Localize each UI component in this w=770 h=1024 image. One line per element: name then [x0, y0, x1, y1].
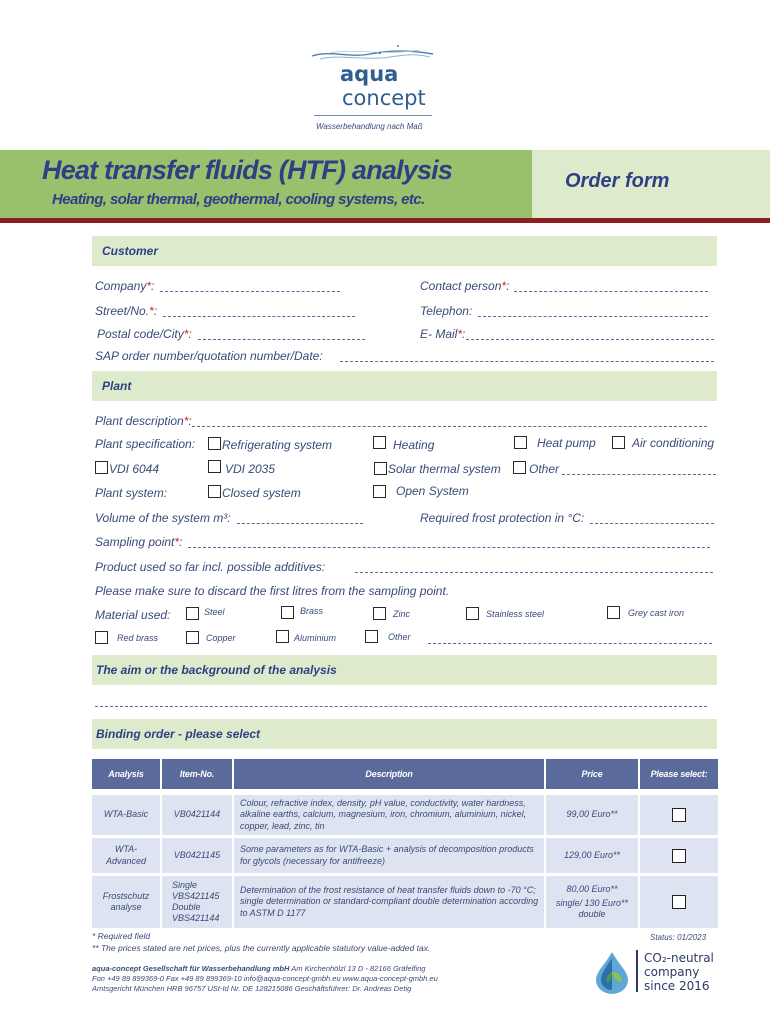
steel-label: Steel	[204, 607, 225, 617]
solar-thermal-label: Solar thermal system	[388, 462, 501, 476]
contact-person-label: Contact person*:	[420, 279, 510, 293]
volume-label: Volume of the system m³:	[95, 511, 231, 525]
select-frostschutz-checkbox[interactable]	[672, 895, 686, 909]
table-cell-analysis: WTA-Advanced	[92, 838, 160, 873]
street-label: Street/No.*:	[95, 304, 158, 318]
brass-label: Brass	[300, 606, 324, 616]
aluminium-checkbox[interactable]	[276, 630, 289, 643]
co2-badge-line3: since 2016	[644, 979, 710, 993]
contact-person-field[interactable]	[514, 291, 708, 292]
customer-section-header: Customer	[92, 236, 717, 266]
select-wta-basic-checkbox[interactable]	[672, 808, 686, 822]
plant-description-label: Plant description*:	[95, 414, 192, 428]
status-label: Status: 01/2023	[650, 933, 707, 942]
col-header-price: Price	[546, 759, 638, 789]
brass-checkbox[interactable]	[281, 606, 294, 619]
table-cell-description: Determination of the frost resistance of heat transfer fluids down to -70 °C; single determination or standard-compliant double determination according to ASTM D 1177	[234, 876, 544, 928]
grey-cast-iron-label: Grey cast iron	[628, 608, 685, 618]
other-material-checkbox[interactable]	[365, 630, 378, 643]
select-wta-advanced-checkbox[interactable]	[672, 849, 686, 863]
price-line-double: single/ 130 Euro** double	[555, 897, 629, 920]
table-cell-item-no: VB0421145	[162, 838, 232, 873]
table-cell-item-no: VB0421144	[162, 795, 232, 835]
plant-specification-label: Plant specification:	[95, 437, 196, 451]
table-cell-select	[640, 838, 718, 873]
steel-checkbox[interactable]	[186, 607, 199, 620]
red-brass-label: Red brass	[117, 633, 159, 643]
co2-divider	[636, 950, 638, 992]
refrigerating-label: Refrigerating system	[222, 438, 333, 452]
other-material-field[interactable]	[428, 643, 712, 644]
contact-line: Fon +49 89 899369-0 Fax +49 89 899369-10 info@aqua-concept-gmbh.eu www.aqua-concept-gmbh.eu	[92, 974, 438, 983]
closed-system-label: Closed system	[222, 486, 301, 500]
co2-badge-line2: company	[644, 965, 700, 979]
aim-field[interactable]	[95, 706, 707, 707]
prices-note: ** The prices stated are net prices, plus the currently applicable statutory value-added tax.	[92, 943, 431, 953]
copper-label: Copper	[206, 633, 236, 643]
required-field-note: * Required field	[92, 931, 151, 941]
company-line	[92, 964, 425, 973]
heat-pump-label: Heat pump	[537, 436, 596, 450]
sampling-point-field[interactable]	[188, 547, 710, 548]
col-header-item-no: Item-No.	[162, 759, 232, 789]
heating-label: Heating	[393, 438, 435, 452]
open-system-label: Open System	[396, 484, 469, 498]
frost-protection-label: Required frost protection in °C:	[420, 511, 585, 525]
grey-cast-iron-checkbox[interactable]	[607, 606, 620, 619]
plant-description-field[interactable]	[192, 426, 707, 427]
logo-text-concept: concept	[342, 86, 426, 110]
telephone-field[interactable]	[478, 316, 708, 317]
product-used-field[interactable]	[355, 572, 713, 573]
company-label: Company*:	[95, 279, 155, 293]
col-header-select: Please select:	[640, 759, 718, 789]
company-logo	[300, 38, 440, 138]
logo-divider	[314, 115, 432, 116]
stainless-steel-checkbox[interactable]	[466, 607, 479, 620]
table-cell-description: Some parameters as for WTA-Basic + analysis of decomposition products for glycols (necessary for antifreeze)	[234, 838, 544, 873]
email-field[interactable]	[466, 339, 714, 340]
aim-section-header: The aim or the background of the analysis	[92, 655, 717, 685]
refrigerating-checkbox[interactable]	[208, 437, 221, 450]
product-used-label: Product used so far incl. possible additives:	[95, 560, 326, 574]
col-header-description: Description	[234, 759, 544, 789]
red-brass-checkbox[interactable]	[95, 631, 108, 644]
page-subtitle: Heating, solar thermal, geothermal, cooling systems, etc.	[52, 191, 425, 208]
register-line: Amtsgericht München HRB 96757 USt-Id Nr. DE 128215086 Geschäftsführer: Dr. Andreas Detig	[92, 984, 412, 993]
order-form-label: Order form	[565, 170, 670, 192]
wave-icon	[310, 44, 435, 64]
closed-system-checkbox[interactable]	[208, 485, 221, 498]
zinc-label: Zinc	[393, 609, 411, 619]
other-plant-label: Other	[529, 462, 560, 476]
vdi6044-checkbox[interactable]	[95, 461, 108, 474]
air-conditioning-checkbox[interactable]	[612, 436, 625, 449]
logo-tagline: Wasserbehandlung nach Maß	[316, 122, 423, 131]
postal-city-label: Postal code/City*:	[97, 327, 192, 341]
telephone-label: Telephon:	[420, 304, 473, 318]
company-name: Gesellschaft für Wasserbehandlung mbH	[142, 964, 290, 973]
volume-field[interactable]	[237, 523, 363, 524]
aluminium-label: Aluminium	[294, 633, 337, 643]
open-system-checkbox[interactable]	[373, 485, 386, 498]
heating-checkbox[interactable]	[373, 436, 386, 449]
sap-order-field[interactable]	[340, 361, 714, 362]
table-cell-price	[546, 876, 638, 928]
heat-pump-checkbox[interactable]	[514, 436, 527, 449]
sampling-point-label: Sampling point*:	[95, 535, 183, 549]
other-material-label: Other	[388, 632, 411, 642]
banner-accent-line	[0, 218, 770, 223]
discard-note: Please make sure to discard the first litres from the sampling point.	[95, 584, 450, 598]
col-header-analysis: Analysis	[92, 759, 160, 789]
company-brand: aqua-concept	[92, 964, 141, 973]
company-field[interactable]	[160, 291, 340, 292]
sap-order-label: SAP order number/quotation number/Date:	[95, 349, 323, 363]
postal-city-field[interactable]	[198, 339, 365, 340]
price-line-single: 80,00 Euro**	[566, 883, 618, 894]
company-address: Am Kirchenhölzl 13 D - 82166 Gräfelfing	[291, 964, 426, 973]
water-drop-icon	[592, 950, 632, 994]
page-title: Heat transfer fluids (HTF) analysis	[42, 155, 453, 185]
other-plant-checkbox[interactable]	[513, 461, 526, 474]
table-cell-item-no: Single VBS421145 Double VBS421144	[162, 876, 232, 928]
copper-checkbox[interactable]	[186, 631, 199, 644]
air-conditioning-label: Air conditioning	[632, 436, 715, 450]
plant-system-label: Plant system:	[95, 486, 168, 500]
table-cell-analysis: Frostschutz analyse	[92, 876, 160, 928]
table-cell-price: 129,00 Euro**	[546, 838, 638, 873]
table-cell-price: 99,00 Euro**	[546, 795, 638, 835]
vdi2035-label: VDI 2035	[225, 462, 276, 476]
frost-protection-field[interactable]	[590, 523, 714, 524]
other-plant-field[interactable]	[562, 474, 716, 475]
binding-order-header: Binding order - please select	[92, 719, 717, 749]
vdi6044-label: VDI 6044	[109, 462, 160, 476]
material-used-label: Material used:	[95, 608, 171, 622]
table-cell-select	[640, 795, 718, 835]
co2-badge-line1: CO₂-neutral	[644, 951, 714, 965]
zinc-checkbox[interactable]	[373, 607, 386, 620]
table-cell-select	[640, 876, 718, 928]
table-cell-description: Colour, refractive index, density, pH value, conductivity, water hardness, alkaline earths, calcium, magnesium, iron, chromium, aluminium, nickel, copper, lead, zinc, tin	[234, 795, 544, 835]
plant-section-header: Plant	[92, 371, 717, 401]
table-cell-analysis: WTA-Basic	[92, 795, 160, 835]
solar-thermal-checkbox[interactable]	[374, 462, 387, 475]
street-field[interactable]	[163, 316, 355, 317]
vdi2035-checkbox[interactable]	[208, 460, 221, 473]
logo-text-aqua: aqua	[340, 62, 399, 86]
email-label: E- Mail*:	[420, 327, 466, 341]
stainless-steel-label: Stainless steel	[486, 609, 545, 619]
